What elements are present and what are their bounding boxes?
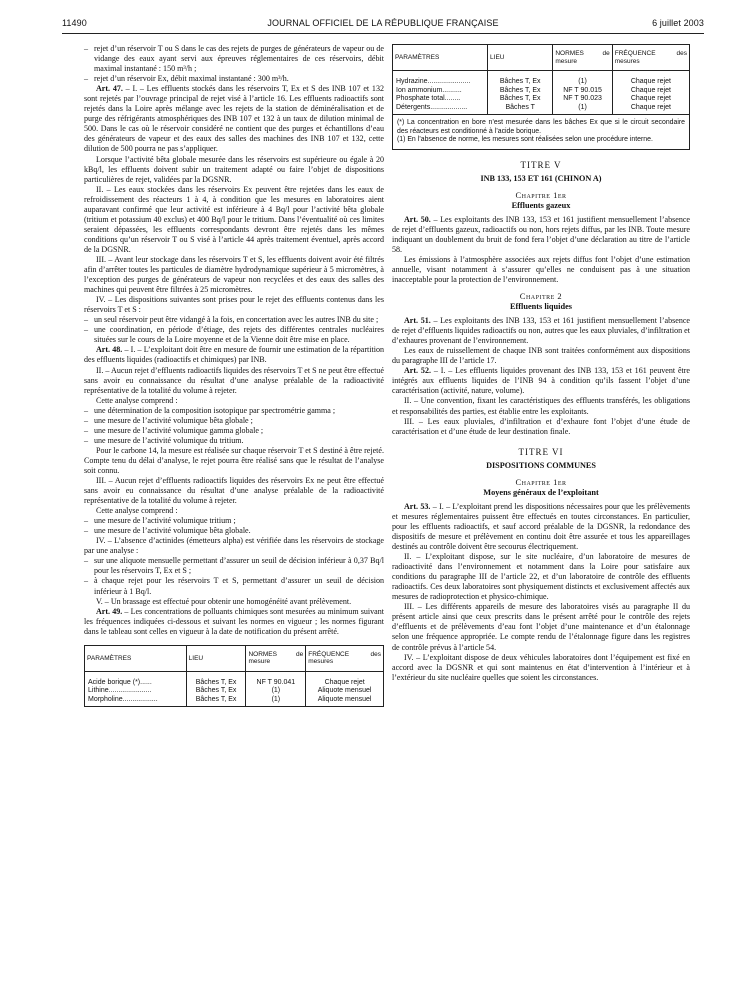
chapter-title: Effluents liquides xyxy=(509,302,572,312)
table-header: NORMES de mesure xyxy=(246,645,306,671)
titre-subheading: INB 133, 153 ET 161 (CHINON A) xyxy=(480,173,602,183)
table-header: FRÉQUENCE des mesures xyxy=(306,645,384,671)
titre-subheading: DISPOSITIONS COMMUNES xyxy=(486,460,596,470)
paragraph: Cette analyse comprend : xyxy=(96,395,178,405)
table-cell: Lithine...................... xyxy=(85,687,187,696)
table-cell: Bâches T, Ex xyxy=(186,671,246,687)
table-cell: Phosphate total........ xyxy=(393,95,488,104)
table-cell: (1) xyxy=(553,71,612,87)
table-header: PARAMÈTRES xyxy=(393,45,488,71)
table-cell: NF T 90.015 xyxy=(553,87,612,96)
table-cell: Chaque rejet xyxy=(612,104,689,115)
table-cell: Bâches T, Ex xyxy=(488,95,553,104)
table-cell: (1) xyxy=(246,696,306,707)
table-cell: (1) xyxy=(246,687,306,696)
table-notes xyxy=(392,115,690,150)
paragraph: Les eaux de ruissellement de chaque INB sont traitées conformément aux dispositions du paragraphe III de l’article 17. xyxy=(392,346,690,366)
article-heading: Art. 50. xyxy=(404,214,431,224)
list-item: – rejet d’un réservoir T ou S dans le cas des rejets de purges de générateurs de vapeur ou de vidange des eaux ayant servi aux épreuves réglementaires de ces réservoirs, débit maximal instantané : 150 m³/h ; xyxy=(84,44,384,74)
table-header: PARAMÈTRES xyxy=(85,645,187,671)
paragraph: Les émissions à l’atmosphère associées aux rejets diffus font l’objet d’une estimation annuelle, visant notamment à s’assurer qu’elles ne conduisent pas à une situation inacceptable pour la protection de l’environnement. xyxy=(392,254,690,284)
table-cell: Chaque rejet xyxy=(306,671,384,687)
table-header: LIEU xyxy=(488,45,553,71)
article-heading: Art. 52. xyxy=(404,366,431,376)
measures-table xyxy=(84,645,384,708)
table-note: (1) En l’absence de norme, les mesures sont réalisées selon une procédure interne. xyxy=(397,136,653,143)
article-heading: Art. 48. xyxy=(96,345,123,355)
table-cell: Chaque rejet xyxy=(612,95,689,104)
table-cell: (1) xyxy=(553,104,612,115)
paragraph: Cette analyse comprend : xyxy=(96,506,178,516)
paragraph: – I. – Les effluents liquides provenant des INB 133, 153 et 161 peuvent être intégrés aux effluents liquides de l’INB 94 à condition qu’ils fassent l’objet d’une caractérisation (activité, nature, volume). xyxy=(392,366,690,396)
titre-heading: TITRE VI xyxy=(518,446,564,457)
chapter-heading: Chapitre 1er xyxy=(515,189,567,200)
table-header-row xyxy=(85,645,384,671)
table-header: FRÉQUENCE des mesures xyxy=(612,45,689,71)
paragraph: III. – Aucun rejet d’effluents radioactifs liquides des réservoirs Ex ne peut être effectué sans avoir eu connaissance du résultat d’une analyse préalable de la radioactivité représentative de la totalité du volume à rejeter. xyxy=(84,476,384,506)
list-item: – une mesure de l’activité volumique du tritium. xyxy=(84,436,384,446)
table-note: (*) La concentration en bore n’est mesurée dans les bâches Ex que si le circuit secondaire des réacteurs est conditionné à l’acide borique. xyxy=(397,119,685,135)
article-53 xyxy=(392,502,690,552)
table-cell: Acide borique (*)...... xyxy=(85,671,187,687)
table-cell: Chaque rejet xyxy=(612,87,689,96)
paragraph: III. – Les eaux pluviales, d’infiltration et d’exhaure font l’objet d’une étude de caractérisation et d’une étude de leur destination finale. xyxy=(392,416,690,436)
titre-heading: TITRE V xyxy=(520,159,562,170)
article-48 xyxy=(84,345,384,365)
page-number: 11490 xyxy=(62,18,87,28)
table-container xyxy=(84,645,384,708)
table-cell: Bâches T xyxy=(488,104,553,115)
table-cell: Bâches T, Ex xyxy=(186,696,246,707)
chapter-title: Moyens généraux de l’exploitant xyxy=(483,487,599,497)
table-row xyxy=(393,87,690,96)
chapter-heading: Chapitre 2 xyxy=(519,291,563,302)
paragraph: IV. – L’exploitant dispose de deux véhicules laboratoires dont l’équipement est fixé en accord avec la DGSNR et qui sont maintenus en état d’intervention à l’intérieur et à l’extérieur du site nucléaire quelles que soient les circonstances. xyxy=(392,652,690,682)
article-49 xyxy=(84,607,384,637)
table-row xyxy=(393,104,690,115)
journal-title: JOURNAL OFFICIEL DE LA RÉPUBLIQUE FRANÇAISE xyxy=(267,18,499,28)
article-heading: Art. 53. xyxy=(404,501,431,511)
paragraph: IV. – Les dispositions suivantes sont prises pour le rejet des effluents contenus dans les réservoirs T et S : xyxy=(84,295,384,315)
article-50 xyxy=(392,215,690,255)
measures-table-continued xyxy=(392,44,690,115)
paragraph: – I. – L’exploitant prend les dispositions nécessaires pour que les prélèvements et mesures réglementaires puissent être effectués en toutes circonstances. En particulier, pour les effluents radioactifs, et sauf accord préalable de la DGSNR, la redondance des dispositifs de mesure et prélèvement en continu doit être assurée et tous les appareillages destinés au contrôle doivent être secourus électriquement. xyxy=(392,501,690,552)
table-cell: Aliquote mensuel xyxy=(306,687,384,696)
list-item: – une détermination de la composition isotopique par spectrométrie gamma ; xyxy=(84,406,384,416)
paragraph: III. – Avant leur stockage dans les réservoirs T et S, les effluents doivent avoir été filtrés afin d’arrêter toutes les particules de diamètre hydrodynamique supérieur à 5 micromètres, à l’exception des purges de générateurs de vapeur non recyclées et des eaux des salles des machines qui peuvent être filtrées à 25 micromètres. xyxy=(84,254,384,295)
table-header-row xyxy=(393,45,690,71)
article-51 xyxy=(392,316,690,346)
paragraph: II. – L’exploitant dispose, sur le site nucléaire, d’un laboratoire de mesures de radioactivité dans l’environnement et notamment dans la Loire pour satisfaire aux conditions du paragraphe III de l’article 22, et d’un laboratoire de contrôle des effluents radioactifs. Ces deux laboratoires sont physiquement distincts et exclusivement affectés aux mesures de radioprotection et physico-chimique. xyxy=(392,552,690,602)
list-item: – rejet d’un réservoir Ex, débit maximal instantané : 300 m³/h. xyxy=(84,74,384,84)
paragraph: II. – Les eaux stockées dans les réservoirs Ex peuvent être rejetées dans les eaux de refroidissement des réacteurs 1 à 4, à condition que les mesures en laboratoires aient auparavant confirmé que leur activité est inférieure à 4 Bq/l pour l’activité bêta globale (tritium et potassium 40 exclus) et 400 Bq/l pour le tritium. Dans l’éventualité où ces limites seraient dépassées, les effluents correspondants devront être rejetés dans les mêmes conditions qu’un réservoir T ou S visé à l’article 44 après traitement éventuel, après accord de la DGSNR. xyxy=(84,184,384,254)
table-cell: Ion ammonium.......... xyxy=(393,87,488,96)
right-column xyxy=(392,44,690,683)
header-rule xyxy=(62,33,704,34)
left-column xyxy=(84,44,384,707)
table-row xyxy=(393,71,690,87)
table-cell: NF T 90.023 xyxy=(553,95,612,104)
table-header: NORMES de mesure xyxy=(553,45,612,71)
paragraph: V. – Un brassage est effectué pour obtenir une homogénéité avant prélèvement. xyxy=(96,596,352,606)
paragraph: IV. – L’absence d’actinides (émetteurs alpha) est vérifiée dans les réservoirs de stockage par une analyse : xyxy=(84,536,384,556)
table-cell: Détergents................... xyxy=(393,104,488,115)
article-52 xyxy=(392,366,690,396)
table-row xyxy=(85,696,384,707)
list-item: – une coordination, en période d’étiage, des rejets des différentes centrales nucléaires situées sur le cours de la Loire moyenne et de la Vienne doit être mise en place. xyxy=(84,325,384,345)
table-cell: Aliquote mensuel xyxy=(306,696,384,707)
paragraph: – I. – Les effluents stockés dans les réservoirs T, Ex et S des INB 107 et 132 sont rejetés par l’ouvrage principal de rejet visé à l’article 16. Les effluents radioactifs sont rejetés dans la Loire après mélange avec les rejets de la station de déminéralisation et de purge des réfrigérants atmosphériques des INB 107 et 132 à un taux de dilution minimal de 500. Dans le cas où le réservoir considéré ne contient que des purges et échantillons d’eau des générateurs de vapeur et des eaux des salles des machines des INB 107 et 132, cette dilution de 500 pourra ne pas s’appliquer. xyxy=(84,84,384,154)
paragraph: II. – Une convention, fixant les caractéristiques des effluents transférés, les obligations et responsabilités des parties, est établie entre les exploitants. xyxy=(392,396,690,416)
list-item: – une mesure de l’activité volumique bêta globale ; xyxy=(84,416,384,426)
table-cell: Chaque rejet xyxy=(612,71,689,87)
table-cell: Bâches T, Ex xyxy=(186,687,246,696)
article-heading: Art. 51. xyxy=(404,316,431,326)
chapter-heading: Chapitre 1er xyxy=(515,476,567,487)
table-row xyxy=(85,671,384,687)
table-cell: Bâches T, Ex xyxy=(488,87,553,96)
paragraph: Lorsque l’activité bêta globale mesurée dans les réservoirs est supérieure ou égale à 20 kBq/l, les effluents doivent subir un traitement adapté ou faire l’objet de dispositions particulières de rejet, validées par la DGSNR. xyxy=(84,154,384,184)
paragraph: – Les exploitants des INB 133, 153 et 161 justifient mensuellement l’absence de rejet d’effluents gazeux, radioactifs ou non, hors rejets diffus, par les INB. Toute mesure indiquant un doublement du bruit de fond fera l’objet d’une déclaration au titre de l’article 58. xyxy=(392,214,690,254)
table-cell: Bâches T, Ex xyxy=(488,71,553,87)
list-item: – une mesure de l’activité volumique tritium ; xyxy=(84,516,384,526)
table-row xyxy=(85,687,384,696)
paragraph: III. – Les différents appareils de mesure des laboratoires visés au paragraphe II du présent article ainsi que ceux prescrits dans le présent arrêté pour le contrôle des rejets d’effluents et de prélèvements d’eau font l’objet d’une maintenance et d’un étalonnage selon une fréquence appropriée. Le compte rendu de l’étalonnage figure dans les registres de contrôle prévus à l’article 54. xyxy=(392,602,690,652)
table-cell: NF T 90.041 xyxy=(246,671,306,687)
list-item: – un seul réservoir peut être vidangé à la fois, en concertation avec les autres INB du site ; xyxy=(84,315,384,325)
paragraph: – Les concentrations de polluants chimiques sont mesurées au minimum suivant les fréquences indiquées ci-dessous et suivant les normes en vigueur ; les normes figurant dans le tableau sont celles en vigueur à la date de notification du présent arrêté. xyxy=(84,606,384,636)
table-cell: Hydrazine...................... xyxy=(393,71,488,87)
article-heading: Art. 47. xyxy=(96,84,123,94)
table-row xyxy=(393,95,690,104)
chapter-title: Effluents gazeux xyxy=(511,200,571,210)
paragraph: II. – Aucun rejet d’effluents radioactifs liquides des réservoirs T et S ne peut être effectué sans avoir eu connaissance du résultat d’une analyse préalable de la radioactivité représentative de la totalité du volume à rejeter. xyxy=(84,365,384,395)
list-item: – à chaque rejet pour les réservoirs T et S, permettant d’assurer un seuil de décision inférieur à 1 Bq/l. xyxy=(84,576,384,596)
table-header: LIEU xyxy=(186,645,246,671)
page-header xyxy=(62,18,704,34)
list-item: – une mesure de l’activité volumique bêta globale. xyxy=(84,526,384,536)
article-heading: Art. 49. xyxy=(96,606,123,616)
table-cell: Morpholine.................. xyxy=(85,696,187,707)
article-47 xyxy=(84,84,384,154)
list-item: – une mesure de l’activité volumique gamma globale ; xyxy=(84,426,384,436)
issue-date: 6 juillet 2003 xyxy=(652,18,704,28)
paragraph: Pour le carbone 14, la mesure est réalisée sur chaque réservoir T et S destiné à être rejeté. Compte tenu du délai d’analyse, le rejet pourra être réalisé sans que le résultat de l’analyse soit connu. xyxy=(84,445,384,475)
paragraph: – I. – L’exploitant doit être en mesure de fournir une estimation de la répartition des effluents liquides (radioactifs et chimiques) par INB. xyxy=(84,345,385,365)
paragraph: – Les exploitants des INB 133, 153 et 161 justifient mensuellement l’absence de rejet d’effluents liquides radioactifs ou non, autres que les eaux pluviales, d’infiltration et d’exhaures provenant de l’environnement. xyxy=(392,316,690,346)
list-item: – sur une aliquote mensuelle permettant d’assurer un seuil de décision inférieur à 0,37 Bq/l pour les réservoirs T, Ex et S ; xyxy=(84,556,384,576)
